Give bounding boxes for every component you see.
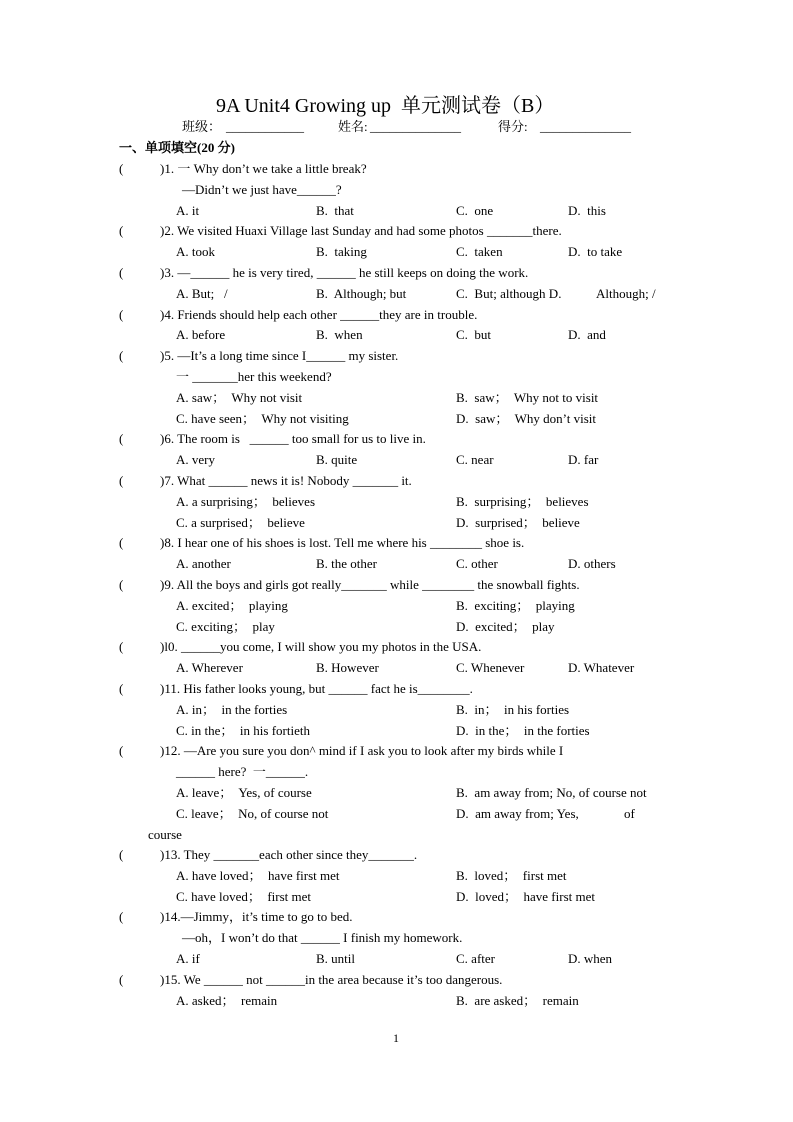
- option-c: C. have loved； first met: [176, 889, 312, 904]
- question-stem: )l0. ______you come, I will show you my photos in the USA.: [160, 639, 482, 654]
- option-b: B. the other: [316, 556, 378, 571]
- option-a: A. But; /: [176, 286, 228, 301]
- option-wrap-text: course: [148, 827, 182, 842]
- option-b: B. taking: [316, 244, 367, 259]
- question-stem: )12. —Are you sure you don^ mind if I ask you to look after my birds while I: [160, 743, 564, 758]
- option-d: D. far: [568, 452, 599, 467]
- page-title: 9A Unit4 Growing up 单元测试卷（B）: [216, 95, 555, 117]
- question-stem: )13. They _______each other since they_______.: [160, 847, 418, 862]
- option-b: B. loved； first met: [456, 868, 567, 883]
- question-stem: )8. I hear one of his shoes is lost. Tell me where his ________ shoe is.: [160, 535, 525, 550]
- class-blank: ____________: [226, 119, 304, 134]
- option-d: Although; /: [596, 286, 656, 301]
- question-stem: )1. 一 Why don’t we take a little break?: [160, 161, 367, 176]
- option-d: D. others: [568, 556, 616, 571]
- option-d: D. am away from; Yes,: [456, 806, 579, 821]
- answer-paren: (: [119, 847, 124, 862]
- option-a: A. very: [176, 452, 215, 467]
- answer-paren: (: [119, 909, 124, 924]
- answer-paren: (: [119, 639, 124, 654]
- section-heading: 一、单项填空(20 分): [119, 140, 235, 155]
- option-b: B. are asked； remain: [456, 993, 579, 1008]
- option-c: C. Whenever: [456, 660, 525, 675]
- name-label: 姓名:: [338, 119, 368, 134]
- option-a: A. asked； remain: [176, 993, 278, 1008]
- option-b: B. saw； Why not to visit: [456, 390, 599, 405]
- answer-paren: (: [119, 265, 124, 280]
- option-b: B. surprising； believes: [456, 494, 589, 509]
- question-stem: )5. —It’s a long time since I______ my sister.: [160, 348, 399, 363]
- option-c: C. a surprised； believe: [176, 515, 305, 530]
- option-b: B. quite: [316, 452, 358, 467]
- answer-paren: (: [119, 307, 124, 322]
- option-d: D. surprised； believe: [456, 515, 580, 530]
- answer-paren: (: [119, 431, 124, 446]
- option-a: A. leave； Yes, of course: [176, 785, 312, 800]
- class-label: 班级：: [182, 119, 222, 134]
- question-stem: )15. We ______ not ______in the area because it’s too dangerous.: [160, 972, 503, 987]
- option-c: C. have seen； Why not visiting: [176, 411, 349, 426]
- question-continuation: —Didn’t we just have______?: [182, 182, 342, 197]
- option-b: B. until: [316, 951, 356, 966]
- option-a: A. in； in the forties: [176, 702, 288, 717]
- option-a: A. Wherever: [176, 660, 243, 675]
- option-a: A. have loved； have first met: [176, 868, 340, 883]
- option-c: C. leave； No, of course not: [176, 806, 329, 821]
- question-stem: )2. We visited Huaxi Village last Sunday and had some photos _______there.: [160, 223, 562, 238]
- option-a: A. a surprising； believes: [176, 494, 316, 509]
- option-c: C. near: [456, 452, 494, 467]
- option-b: B. when: [316, 327, 363, 342]
- option-d: D. and: [568, 327, 606, 342]
- option-a: A. if: [176, 951, 200, 966]
- question-stem: )3. —______ he is very tired, ______ he still keeps on doing the work.: [160, 265, 529, 280]
- question-continuation: —oh，I won’t do that ______ I finish my homework.: [182, 930, 463, 945]
- question-stem: )7. What ______ news it is! Nobody _______ it.: [160, 473, 412, 488]
- option-a: A. saw； Why not visit: [176, 390, 303, 405]
- question-stem: )4. Friends should help each other ______they are in trouble.: [160, 307, 478, 322]
- option-c: C. other: [456, 556, 498, 571]
- answer-paren: (: [119, 681, 124, 696]
- question-continuation: ______ here? 一______.: [176, 764, 309, 779]
- option-c: C. exciting； play: [176, 619, 275, 634]
- option-a: A. another: [176, 556, 231, 571]
- option-b: B. Although; but: [316, 286, 407, 301]
- option-a: A. it: [176, 203, 200, 218]
- question-stem: )14.—Jimmy，it’s time to go to bed.: [160, 909, 353, 924]
- option-a: A. excited； playing: [176, 598, 288, 613]
- answer-paren: (: [119, 161, 124, 176]
- option-c: C. but: [456, 327, 492, 342]
- question-stem: )6. The room is ______ too small for us to live in.: [160, 431, 426, 446]
- option-c: C. But; although D.: [456, 286, 562, 301]
- option-d: D. in the； in the forties: [456, 723, 590, 738]
- option-c: C. after: [456, 951, 495, 966]
- option-d: D. Whatever: [568, 660, 635, 675]
- option-b: B. that: [316, 203, 354, 218]
- question-continuation: 一 _______her this weekend?: [176, 369, 332, 384]
- answer-paren: (: [119, 223, 124, 238]
- option-d: D. to take: [568, 244, 623, 259]
- answer-paren: (: [119, 743, 124, 758]
- option-d: D. this: [568, 203, 606, 218]
- answer-paren: (: [119, 535, 124, 550]
- score-label: 得分:: [498, 119, 528, 134]
- score-blank: ______________: [540, 119, 631, 134]
- name-blank: ______________: [370, 119, 461, 134]
- option-d: D. when: [568, 951, 613, 966]
- option-b: B. exciting； playing: [456, 598, 575, 613]
- option-d: D. saw； Why don’t visit: [456, 411, 596, 426]
- option-b: B. am away from; No, of course not: [456, 785, 647, 800]
- answer-paren: (: [119, 972, 124, 987]
- option-c: C. in the； in his fortieth: [176, 723, 310, 738]
- option-c: C. taken: [456, 244, 503, 259]
- page-number: 1: [393, 1031, 399, 1045]
- answer-paren: (: [119, 473, 124, 488]
- option-d: D. loved； have first met: [456, 889, 595, 904]
- answer-paren: (: [119, 348, 124, 363]
- answer-paren: (: [119, 577, 124, 592]
- option-c: C. one: [456, 203, 494, 218]
- option-b: B. However: [316, 660, 379, 675]
- option-a: A. took: [176, 244, 215, 259]
- question-stem: )9. All the boys and girls got really_______ while ________ the snowball fights.: [160, 577, 580, 592]
- option-b: B. in； in his forties: [456, 702, 570, 717]
- option-d-continuation: of: [624, 806, 635, 821]
- option-a: A. before: [176, 327, 226, 342]
- option-d: D. excited； play: [456, 619, 555, 634]
- question-stem: )11. His father looks young, but ______ fact he is________.: [160, 681, 473, 696]
